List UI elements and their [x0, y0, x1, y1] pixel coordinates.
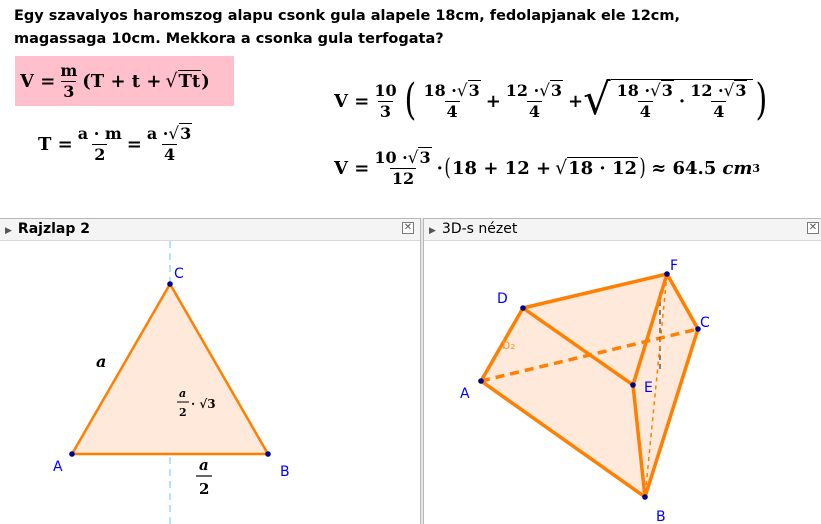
label-b: B: [656, 509, 666, 524]
num-text: a ·: [146, 124, 169, 143]
fraction-num: [688, 80, 749, 101]
fraction-den: 4: [446, 102, 458, 121]
fraction-den: 3: [63, 81, 75, 101]
fraction-den: 12: [391, 169, 415, 188]
fraction-10-sqrt3-over-12: [372, 147, 433, 189]
plus-sign: +: [485, 90, 501, 112]
fraction-a-sqrt3-over-4: [145, 123, 194, 165]
sqrt-18x12: [555, 157, 638, 179]
formula-lhs: V =: [334, 157, 370, 179]
fraction-num: 10: [374, 80, 397, 100]
fraction-num: m: [60, 60, 78, 80]
fraction-num: [145, 123, 194, 144]
label-c: C: [174, 266, 184, 282]
label-b: B: [280, 464, 290, 480]
paren-open-large: (: [404, 75, 416, 126]
sqrt-3: [724, 80, 748, 101]
fraction-am-over-2: [76, 124, 124, 165]
collapse-triangle-icon[interactable]: ▶: [5, 226, 12, 236]
sqrt-radicand: Tt: [178, 71, 201, 92]
problem-statement: [14, 5, 680, 51]
graphics-view-2d[interactable]: [0, 241, 420, 524]
fraction-12-sqrt3-over-4: [688, 80, 749, 122]
formula-lhs: V =: [334, 90, 370, 112]
problem-line-2: magassaga 10cm. Mekkora a csonka gula terfogata?: [14, 31, 444, 47]
num-text: 18 ·: [423, 81, 457, 100]
point-d[interactable]: [520, 305, 526, 311]
panel-header-rajzlap[interactable]: [0, 218, 420, 241]
num-text: 12 ·: [505, 81, 540, 100]
panel-header-3d[interactable]: [424, 218, 821, 241]
fraction-den: 4: [163, 145, 176, 164]
sqrt-3: [168, 123, 192, 144]
sqrt-3: [650, 80, 674, 101]
label-f: F: [670, 258, 679, 274]
plus-sign: +: [568, 90, 584, 112]
formula-lhs: T =: [38, 133, 73, 155]
label-side-b2: b₂: [502, 338, 516, 353]
result-unit: cm: [722, 157, 753, 179]
sqrt-radicand: 18 · 12: [568, 158, 638, 179]
close-icon[interactable]: ✕: [403, 222, 413, 233]
fraction-num: a · m: [77, 123, 122, 143]
paren-open: (: [82, 70, 91, 92]
sqrt-radicand: 3: [661, 81, 673, 101]
sqrt-sign-icon: √: [168, 123, 180, 143]
sqrt-radicand: 3: [180, 124, 192, 143]
sqrt-sign-icon: √: [165, 70, 178, 92]
unit-exponent: 3: [752, 161, 761, 175]
fraction-num: [504, 80, 565, 101]
sqrt-3: [457, 80, 481, 101]
fraction-18-sqrt3-over-4: [615, 80, 676, 122]
point-c[interactable]: [167, 281, 173, 287]
label-side-a: a: [96, 352, 107, 371]
point-a[interactable]: [69, 451, 75, 457]
equals-sign: =: [126, 133, 142, 155]
sqrt-radicand: 3: [419, 148, 431, 167]
fraction-den: 4: [713, 102, 725, 122]
volume-calculation-2[interactable]: [334, 142, 760, 194]
area-formula[interactable]: [38, 118, 197, 170]
point-e[interactable]: [630, 382, 636, 388]
sqrt-sign-icon: √: [583, 75, 611, 126]
point-a[interactable]: [478, 378, 484, 384]
label-c: C: [700, 315, 710, 331]
fraction-den: 4: [528, 102, 540, 121]
point-b[interactable]: [265, 451, 271, 457]
height-frac-den: 2: [179, 406, 187, 419]
sqrt-radicand: [611, 79, 754, 122]
sqrt-sign-icon: √: [650, 80, 661, 101]
label-a: A: [460, 386, 470, 402]
label-e: E: [644, 380, 653, 396]
num-text: 18 ·: [616, 81, 651, 101]
fraction-den: 2: [94, 144, 106, 164]
sqrt-product-large: [583, 75, 753, 126]
panel-title: 3D-s nézet: [441, 221, 518, 237]
fraction-den: 4: [639, 102, 651, 122]
label-d: D: [497, 291, 508, 307]
dot-sign: ·: [436, 157, 443, 179]
formula-body: T + t +: [90, 70, 162, 92]
formula-body: 18 + 12 +: [452, 157, 552, 179]
sqrt-3: [408, 147, 432, 168]
sqrt-sign-icon: √: [723, 80, 735, 101]
half-frac-den: 2: [199, 480, 210, 498]
sqrt-radicand: 3: [550, 81, 563, 100]
paren-close: ): [639, 153, 646, 182]
fraction-10-over-3: [372, 81, 398, 122]
sqrt-sign-icon: √: [555, 157, 568, 179]
collapse-triangle-icon[interactable]: ▶: [429, 226, 436, 236]
fraction-num: [615, 80, 676, 101]
sqrt-3: [539, 80, 563, 101]
paren-close-large: ): [755, 75, 768, 126]
sqrt-radicand: 3: [735, 81, 747, 101]
fraction-18-sqrt3-over-4: [421, 80, 482, 122]
num-text: 10 ·: [374, 148, 408, 167]
frustum-face: [481, 274, 698, 497]
height-frac-num: a: [179, 387, 187, 400]
fraction-m-over-3: [58, 61, 79, 102]
paren-close: ): [201, 70, 210, 92]
dot-sign: ·: [678, 90, 686, 112]
sqrt-sign-icon: √: [407, 147, 419, 167]
result-value: ≈ 64.5: [651, 157, 717, 179]
height-rest: · √3: [191, 397, 216, 411]
point-b[interactable]: [642, 494, 648, 500]
half-frac-num: a: [199, 456, 209, 474]
paren-open: (: [444, 153, 451, 182]
volume-formula[interactable]: [20, 56, 210, 106]
volume-calculation-1[interactable]: [334, 68, 770, 134]
formula-lhs: V =: [20, 70, 56, 92]
point-f[interactable]: [664, 271, 670, 277]
label-a: A: [53, 459, 63, 475]
num-text: 12 ·: [690, 81, 724, 101]
panel-title: Rajzlap 2: [17, 221, 90, 237]
close-icon[interactable]: ✕: [808, 222, 818, 233]
fraction-12-sqrt3-over-4: [504, 80, 565, 122]
sqrt-sign-icon: √: [456, 80, 468, 100]
fraction-num: [372, 147, 433, 168]
graphics-view-3d[interactable]: [424, 241, 821, 524]
fraction-den: 3: [379, 101, 392, 121]
sqrt-radicand: 3: [468, 81, 480, 100]
fraction-num: [421, 80, 482, 101]
sqrt-tt: [165, 70, 201, 92]
problem-line-1: Egy szavalyos haromszog alapu csonk gula alapele 18cm, fedolapjanak ele 12cm,: [14, 8, 681, 24]
sqrt-sign-icon: √: [539, 80, 550, 100]
